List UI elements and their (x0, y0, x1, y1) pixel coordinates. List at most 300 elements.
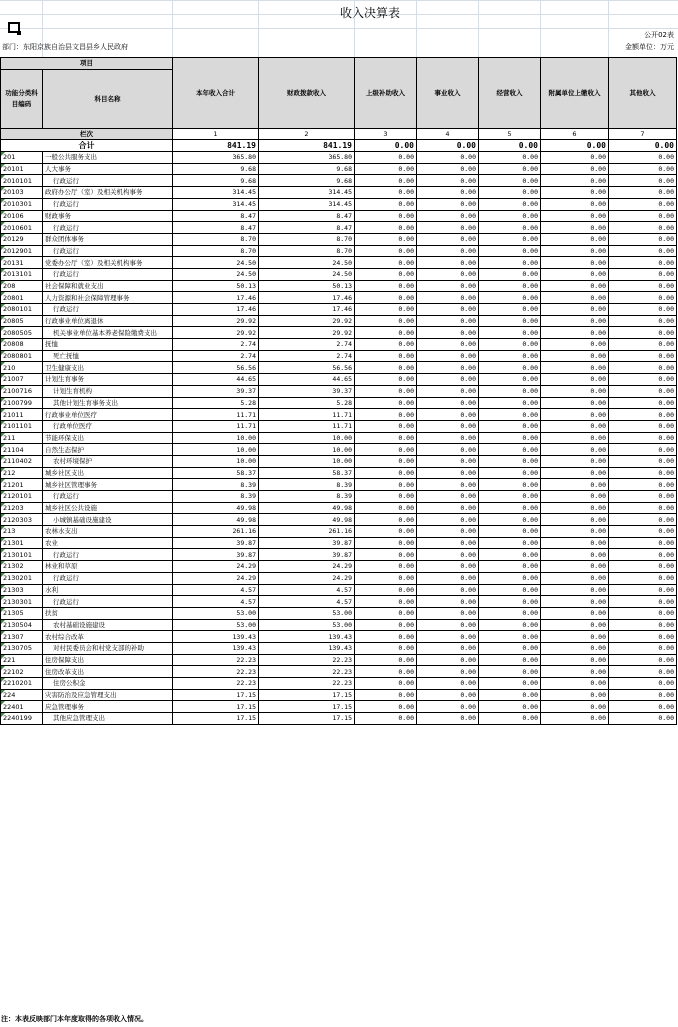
total-income-cell[interactable]: 53.00 (173, 607, 259, 619)
func-code-cell[interactable]: 2010301 (1, 198, 43, 210)
zero-cell[interactable]: 0.00 (479, 222, 541, 234)
table-row[interactable] (1, 467, 677, 479)
subject-name-cell[interactable]: 计划生育机构 (43, 385, 173, 397)
zero-cell[interactable]: 0.00 (417, 210, 479, 222)
zero-cell[interactable]: 0.00 (541, 678, 609, 690)
table-row[interactable] (1, 210, 677, 222)
fiscal-income-cell[interactable]: 10.00 (259, 455, 355, 467)
zero-cell[interactable]: 0.00 (355, 385, 417, 397)
zero-cell[interactable]: 0.00 (417, 713, 479, 725)
fiscal-income-cell[interactable]: 2.74 (259, 339, 355, 351)
func-code-cell[interactable]: 21203 (1, 502, 43, 514)
zero-cell[interactable]: 0.00 (609, 642, 677, 654)
zero-cell[interactable]: 0.00 (479, 233, 541, 245)
subject-name-cell[interactable]: 农村综合改革 (43, 631, 173, 643)
zero-cell[interactable]: 0.00 (479, 385, 541, 397)
table-row[interactable] (1, 163, 677, 175)
zero-cell[interactable]: 0.00 (541, 619, 609, 631)
func-code-cell[interactable]: 2130504 (1, 619, 43, 631)
table-row[interactable] (1, 280, 677, 292)
func-code-cell[interactable]: 2013101 (1, 268, 43, 280)
zero-cell[interactable]: 0.00 (355, 374, 417, 386)
zero-cell[interactable]: 0.00 (479, 175, 541, 187)
zero-cell[interactable]: 0.00 (479, 654, 541, 666)
zero-cell[interactable]: 0.00 (609, 432, 677, 444)
fiscal-income-cell[interactable]: 2.74 (259, 350, 355, 362)
zero-cell[interactable]: 0.00 (417, 549, 479, 561)
zero-cell[interactable]: 0.00 (355, 315, 417, 327)
total-value[interactable]: 841.19 (173, 140, 259, 152)
zero-cell[interactable]: 0.00 (479, 198, 541, 210)
zero-cell[interactable]: 0.00 (541, 304, 609, 316)
zero-cell[interactable]: 0.00 (609, 233, 677, 245)
total-income-cell[interactable]: 2.74 (173, 350, 259, 362)
zero-cell[interactable]: 0.00 (355, 175, 417, 187)
total-value[interactable]: 0.00 (609, 140, 677, 152)
func-code-cell[interactable]: 221 (1, 654, 43, 666)
zero-cell[interactable]: 0.00 (479, 257, 541, 269)
table-row[interactable] (1, 327, 677, 339)
fiscal-income-cell[interactable]: 17.46 (259, 292, 355, 304)
func-code-cell[interactable]: 22401 (1, 701, 43, 713)
zero-cell[interactable]: 0.00 (541, 561, 609, 573)
total-income-cell[interactable]: 17.15 (173, 689, 259, 701)
zero-cell[interactable]: 0.00 (355, 584, 417, 596)
total-income-cell[interactable]: 17.46 (173, 304, 259, 316)
zero-cell[interactable]: 0.00 (479, 467, 541, 479)
zero-cell[interactable]: 0.00 (479, 327, 541, 339)
table-row[interactable] (1, 631, 677, 643)
total-income-cell[interactable]: 17.15 (173, 701, 259, 713)
zero-cell[interactable]: 0.00 (479, 479, 541, 491)
fiscal-income-cell[interactable]: 56.56 (259, 362, 355, 374)
func-code-cell[interactable]: 2010101 (1, 175, 43, 187)
zero-cell[interactable]: 0.00 (479, 666, 541, 678)
fiscal-income-cell[interactable]: 261.16 (259, 526, 355, 538)
subject-name-cell[interactable]: 行政运行 (43, 222, 173, 234)
zero-cell[interactable]: 0.00 (355, 654, 417, 666)
zero-cell[interactable]: 0.00 (355, 280, 417, 292)
table-row[interactable] (1, 175, 677, 187)
zero-cell[interactable]: 0.00 (417, 701, 479, 713)
func-code-cell[interactable]: 211 (1, 432, 43, 444)
fiscal-income-cell[interactable]: 22.23 (259, 678, 355, 690)
zero-cell[interactable]: 0.00 (541, 245, 609, 257)
total-income-cell[interactable]: 2.74 (173, 339, 259, 351)
total-income-cell[interactable]: 10.00 (173, 455, 259, 467)
zero-cell[interactable]: 0.00 (609, 257, 677, 269)
zero-cell[interactable]: 0.00 (609, 222, 677, 234)
table-row[interactable] (1, 654, 677, 666)
total-income-cell[interactable]: 10.00 (173, 444, 259, 456)
zero-cell[interactable]: 0.00 (541, 432, 609, 444)
table-row[interactable] (1, 350, 677, 362)
zero-cell[interactable]: 0.00 (541, 420, 609, 432)
zero-cell[interactable]: 0.00 (417, 678, 479, 690)
zero-cell[interactable]: 0.00 (355, 362, 417, 374)
zero-cell[interactable]: 0.00 (479, 537, 541, 549)
zero-cell[interactable]: 0.00 (355, 292, 417, 304)
zero-cell[interactable]: 0.00 (541, 257, 609, 269)
zero-cell[interactable]: 0.00 (609, 152, 677, 164)
zero-cell[interactable]: 0.00 (541, 444, 609, 456)
fiscal-income-cell[interactable]: 314.45 (259, 187, 355, 199)
func-code-cell[interactable]: 2130705 (1, 642, 43, 654)
zero-cell[interactable]: 0.00 (417, 502, 479, 514)
table-row[interactable] (1, 187, 677, 199)
subject-name-cell[interactable]: 行政运行 (43, 268, 173, 280)
zero-cell[interactable]: 0.00 (417, 187, 479, 199)
zero-cell[interactable]: 0.00 (355, 152, 417, 164)
zero-cell[interactable]: 0.00 (609, 409, 677, 421)
zero-cell[interactable]: 0.00 (541, 689, 609, 701)
table-row[interactable] (1, 607, 677, 619)
zero-cell[interactable]: 0.00 (479, 304, 541, 316)
zero-cell[interactable]: 0.00 (417, 666, 479, 678)
func-code-cell[interactable]: 21305 (1, 607, 43, 619)
total-income-cell[interactable]: 5.28 (173, 397, 259, 409)
zero-cell[interactable]: 0.00 (541, 526, 609, 538)
zero-cell[interactable]: 0.00 (541, 631, 609, 643)
zero-cell[interactable]: 0.00 (541, 339, 609, 351)
zero-cell[interactable]: 0.00 (609, 666, 677, 678)
zero-cell[interactable]: 0.00 (417, 455, 479, 467)
table-row[interactable] (1, 502, 677, 514)
zero-cell[interactable]: 0.00 (417, 420, 479, 432)
zero-cell[interactable]: 0.00 (355, 514, 417, 526)
zero-cell[interactable]: 0.00 (355, 409, 417, 421)
zero-cell[interactable]: 0.00 (609, 444, 677, 456)
total-income-cell[interactable]: 29.92 (173, 327, 259, 339)
zero-cell[interactable]: 0.00 (355, 187, 417, 199)
zero-cell[interactable]: 0.00 (417, 607, 479, 619)
zero-cell[interactable]: 0.00 (541, 502, 609, 514)
zero-cell[interactable]: 0.00 (541, 607, 609, 619)
subject-name-cell[interactable]: 林业和草原 (43, 561, 173, 573)
subject-name-cell[interactable]: 社会保障和就业支出 (43, 280, 173, 292)
fiscal-income-cell[interactable]: 39.37 (259, 385, 355, 397)
zero-cell[interactable]: 0.00 (355, 233, 417, 245)
zero-cell[interactable]: 0.00 (609, 537, 677, 549)
func-code-cell[interactable]: 2130301 (1, 596, 43, 608)
table-row[interactable] (1, 292, 677, 304)
zero-cell[interactable]: 0.00 (417, 514, 479, 526)
zero-cell[interactable]: 0.00 (609, 198, 677, 210)
zero-cell[interactable]: 0.00 (609, 245, 677, 257)
func-code-cell[interactable]: 2100716 (1, 385, 43, 397)
zero-cell[interactable]: 0.00 (355, 327, 417, 339)
zero-cell[interactable]: 0.00 (609, 280, 677, 292)
total-income-cell[interactable]: 22.23 (173, 654, 259, 666)
zero-cell[interactable]: 0.00 (355, 642, 417, 654)
zero-cell[interactable]: 0.00 (541, 163, 609, 175)
zero-cell[interactable]: 0.00 (541, 479, 609, 491)
fiscal-income-cell[interactable]: 10.00 (259, 432, 355, 444)
fiscal-income-cell[interactable]: 8.47 (259, 222, 355, 234)
subject-name-cell[interactable]: 城乡社区管理事务 (43, 479, 173, 491)
fiscal-income-cell[interactable]: 8.70 (259, 233, 355, 245)
subject-name-cell[interactable]: 群众团体事务 (43, 233, 173, 245)
func-code-cell[interactable]: 2110402 (1, 455, 43, 467)
fiscal-income-cell[interactable]: 11.71 (259, 420, 355, 432)
zero-cell[interactable]: 0.00 (355, 198, 417, 210)
subject-name-cell[interactable]: 政府办公厅（室）及相关机构事务 (43, 187, 173, 199)
zero-cell[interactable]: 0.00 (479, 713, 541, 725)
zero-cell[interactable]: 0.00 (541, 292, 609, 304)
table-row[interactable] (1, 666, 677, 678)
zero-cell[interactable]: 0.00 (417, 596, 479, 608)
zero-cell[interactable]: 0.00 (541, 315, 609, 327)
subject-name-cell[interactable]: 行政单位医疗 (43, 420, 173, 432)
zero-cell[interactable]: 0.00 (609, 304, 677, 316)
fiscal-income-cell[interactable]: 8.39 (259, 479, 355, 491)
func-code-cell[interactable]: 2101101 (1, 420, 43, 432)
func-code-cell[interactable]: 2210201 (1, 678, 43, 690)
zero-cell[interactable]: 0.00 (609, 187, 677, 199)
total-income-cell[interactable]: 11.71 (173, 409, 259, 421)
zero-cell[interactable]: 0.00 (417, 362, 479, 374)
total-income-cell[interactable]: 24.50 (173, 268, 259, 280)
zero-cell[interactable]: 0.00 (541, 572, 609, 584)
zero-cell[interactable]: 0.00 (541, 280, 609, 292)
zero-cell[interactable]: 0.00 (609, 689, 677, 701)
total-income-cell[interactable]: 8.39 (173, 479, 259, 491)
zero-cell[interactable]: 0.00 (541, 514, 609, 526)
zero-cell[interactable]: 0.00 (355, 631, 417, 643)
fiscal-income-cell[interactable]: 9.68 (259, 175, 355, 187)
subject-name-cell[interactable]: 行政运行 (43, 304, 173, 316)
zero-cell[interactable]: 0.00 (609, 420, 677, 432)
table-row[interactable] (1, 432, 677, 444)
func-code-cell[interactable]: 20805 (1, 315, 43, 327)
total-value[interactable]: 841.19 (259, 140, 355, 152)
total-income-cell[interactable]: 39.87 (173, 537, 259, 549)
subject-name-cell[interactable]: 计划生育事务 (43, 374, 173, 386)
zero-cell[interactable]: 0.00 (417, 175, 479, 187)
total-income-cell[interactable]: 8.47 (173, 222, 259, 234)
zero-cell[interactable]: 0.00 (355, 163, 417, 175)
subject-name-cell[interactable]: 应急管理事务 (43, 701, 173, 713)
zero-cell[interactable]: 0.00 (417, 245, 479, 257)
zero-cell[interactable]: 0.00 (355, 502, 417, 514)
zero-cell[interactable]: 0.00 (355, 607, 417, 619)
zero-cell[interactable]: 0.00 (355, 268, 417, 280)
table-row[interactable] (1, 619, 677, 631)
zero-cell[interactable]: 0.00 (479, 444, 541, 456)
zero-cell[interactable]: 0.00 (479, 187, 541, 199)
zero-cell[interactable]: 0.00 (417, 233, 479, 245)
zero-cell[interactable]: 0.00 (541, 642, 609, 654)
zero-cell[interactable]: 0.00 (609, 502, 677, 514)
table-row[interactable] (1, 362, 677, 374)
subject-name-cell[interactable]: 行政事业单位医疗 (43, 409, 173, 421)
total-value[interactable]: 0.00 (417, 140, 479, 152)
table-row[interactable] (1, 385, 677, 397)
zero-cell[interactable]: 0.00 (609, 607, 677, 619)
fiscal-income-cell[interactable]: 49.98 (259, 502, 355, 514)
zero-cell[interactable]: 0.00 (541, 268, 609, 280)
func-code-cell[interactable]: 2240199 (1, 713, 43, 725)
zero-cell[interactable]: 0.00 (479, 210, 541, 222)
func-code-cell[interactable]: 2120303 (1, 514, 43, 526)
zero-cell[interactable]: 0.00 (541, 584, 609, 596)
subject-name-cell[interactable]: 人力资源和社会保障管理事务 (43, 292, 173, 304)
total-value[interactable]: 0.00 (355, 140, 417, 152)
zero-cell[interactable]: 0.00 (355, 245, 417, 257)
zero-cell[interactable]: 0.00 (609, 678, 677, 690)
fiscal-income-cell[interactable]: 8.39 (259, 491, 355, 503)
subject-name-cell[interactable]: 住房改革支出 (43, 666, 173, 678)
zero-cell[interactable]: 0.00 (417, 385, 479, 397)
total-income-cell[interactable]: 17.46 (173, 292, 259, 304)
zero-cell[interactable]: 0.00 (417, 479, 479, 491)
zero-cell[interactable]: 0.00 (479, 350, 541, 362)
func-code-cell[interactable]: 210 (1, 362, 43, 374)
zero-cell[interactable]: 0.00 (609, 175, 677, 187)
total-income-cell[interactable]: 24.29 (173, 561, 259, 573)
zero-cell[interactable]: 0.00 (479, 631, 541, 643)
zero-cell[interactable]: 0.00 (479, 268, 541, 280)
func-code-cell[interactable]: 21007 (1, 374, 43, 386)
total-income-cell[interactable]: 139.43 (173, 631, 259, 643)
table-row[interactable] (1, 222, 677, 234)
zero-cell[interactable]: 0.00 (355, 713, 417, 725)
total-income-cell[interactable]: 49.98 (173, 502, 259, 514)
fiscal-income-cell[interactable]: 10.00 (259, 444, 355, 456)
zero-cell[interactable]: 0.00 (609, 339, 677, 351)
zero-cell[interactable]: 0.00 (355, 467, 417, 479)
zero-cell[interactable]: 0.00 (479, 432, 541, 444)
zero-cell[interactable]: 0.00 (355, 257, 417, 269)
zero-cell[interactable]: 0.00 (541, 175, 609, 187)
zero-cell[interactable]: 0.00 (479, 701, 541, 713)
table-row[interactable] (1, 420, 677, 432)
total-income-cell[interactable]: 39.37 (173, 385, 259, 397)
total-income-cell[interactable]: 56.56 (173, 362, 259, 374)
subject-name-cell[interactable]: 卫生健康支出 (43, 362, 173, 374)
zero-cell[interactable]: 0.00 (417, 631, 479, 643)
subject-name-cell[interactable]: 小城镇基础设施建设 (43, 514, 173, 526)
fiscal-income-cell[interactable]: 17.46 (259, 304, 355, 316)
total-income-cell[interactable]: 8.39 (173, 491, 259, 503)
table-row[interactable] (1, 572, 677, 584)
fiscal-income-cell[interactable]: 4.57 (259, 584, 355, 596)
fiscal-income-cell[interactable]: 17.15 (259, 713, 355, 725)
zero-cell[interactable]: 0.00 (609, 713, 677, 725)
zero-cell[interactable]: 0.00 (609, 374, 677, 386)
table-row[interactable] (1, 537, 677, 549)
zero-cell[interactable]: 0.00 (479, 455, 541, 467)
fiscal-income-cell[interactable]: 11.71 (259, 409, 355, 421)
func-code-cell[interactable]: 20129 (1, 233, 43, 245)
zero-cell[interactable]: 0.00 (355, 304, 417, 316)
func-code-cell[interactable]: 21104 (1, 444, 43, 456)
zero-cell[interactable]: 0.00 (609, 491, 677, 503)
zero-cell[interactable]: 0.00 (355, 526, 417, 538)
total-income-cell[interactable]: 261.16 (173, 526, 259, 538)
zero-cell[interactable]: 0.00 (609, 163, 677, 175)
zero-cell[interactable]: 0.00 (541, 467, 609, 479)
zero-cell[interactable]: 0.00 (417, 339, 479, 351)
zero-cell[interactable]: 0.00 (355, 222, 417, 234)
subject-name-cell[interactable]: 其他计划生育事务支出 (43, 397, 173, 409)
zero-cell[interactable]: 0.00 (355, 537, 417, 549)
zero-cell[interactable]: 0.00 (479, 572, 541, 584)
subject-name-cell[interactable]: 行政运行 (43, 549, 173, 561)
subject-name-cell[interactable]: 行政运行 (43, 572, 173, 584)
total-income-cell[interactable]: 9.68 (173, 163, 259, 175)
fiscal-income-cell[interactable]: 24.50 (259, 268, 355, 280)
total-income-cell[interactable]: 314.45 (173, 198, 259, 210)
subject-name-cell[interactable]: 住房保障支出 (43, 654, 173, 666)
zero-cell[interactable]: 0.00 (541, 350, 609, 362)
zero-cell[interactable]: 0.00 (417, 409, 479, 421)
total-value[interactable]: 0.00 (541, 140, 609, 152)
subject-name-cell[interactable]: 城乡社区支出 (43, 467, 173, 479)
subject-name-cell[interactable]: 其他应急管理支出 (43, 713, 173, 725)
zero-cell[interactable]: 0.00 (417, 561, 479, 573)
zero-cell[interactable]: 0.00 (355, 596, 417, 608)
table-row[interactable] (1, 397, 677, 409)
zero-cell[interactable]: 0.00 (479, 420, 541, 432)
total-income-cell[interactable]: 50.13 (173, 280, 259, 292)
total-income-cell[interactable]: 11.71 (173, 420, 259, 432)
table-row[interactable] (1, 455, 677, 467)
zero-cell[interactable]: 0.00 (417, 619, 479, 631)
zero-cell[interactable]: 0.00 (479, 397, 541, 409)
subject-name-cell[interactable]: 节能环保支出 (43, 432, 173, 444)
zero-cell[interactable]: 0.00 (355, 479, 417, 491)
zero-cell[interactable]: 0.00 (355, 420, 417, 432)
zero-cell[interactable]: 0.00 (541, 409, 609, 421)
fiscal-income-cell[interactable]: 53.00 (259, 619, 355, 631)
zero-cell[interactable]: 0.00 (479, 561, 541, 573)
zero-cell[interactable]: 0.00 (417, 257, 479, 269)
fiscal-income-cell[interactable]: 8.70 (259, 245, 355, 257)
subject-name-cell[interactable]: 行政运行 (43, 245, 173, 257)
table-row[interactable] (1, 315, 677, 327)
table-row[interactable] (1, 444, 677, 456)
subject-name-cell[interactable]: 行政运行 (43, 491, 173, 503)
fiscal-income-cell[interactable]: 17.15 (259, 701, 355, 713)
zero-cell[interactable]: 0.00 (355, 549, 417, 561)
total-income-cell[interactable]: 39.87 (173, 549, 259, 561)
zero-cell[interactable]: 0.00 (479, 502, 541, 514)
zero-cell[interactable]: 0.00 (417, 222, 479, 234)
zero-cell[interactable]: 0.00 (541, 455, 609, 467)
subject-name-cell[interactable]: 机关事业单位基本养老保险缴费支出 (43, 327, 173, 339)
zero-cell[interactable]: 0.00 (417, 689, 479, 701)
fiscal-income-cell[interactable]: 29.92 (259, 315, 355, 327)
subject-name-cell[interactable]: 对村民委员会和村党支部的补助 (43, 642, 173, 654)
zero-cell[interactable]: 0.00 (609, 292, 677, 304)
func-code-cell[interactable]: 21303 (1, 584, 43, 596)
zero-cell[interactable]: 0.00 (417, 327, 479, 339)
zero-cell[interactable]: 0.00 (541, 233, 609, 245)
total-income-cell[interactable]: 4.57 (173, 596, 259, 608)
zero-cell[interactable]: 0.00 (417, 642, 479, 654)
subject-name-cell[interactable]: 死亡抚恤 (43, 350, 173, 362)
fiscal-income-cell[interactable]: 8.47 (259, 210, 355, 222)
total-income-cell[interactable]: 8.70 (173, 245, 259, 257)
table-row[interactable] (1, 689, 677, 701)
zero-cell[interactable]: 0.00 (355, 701, 417, 713)
total-income-cell[interactable]: 314.45 (173, 187, 259, 199)
zero-cell[interactable]: 0.00 (541, 701, 609, 713)
func-code-cell[interactable]: 21201 (1, 479, 43, 491)
total-income-cell[interactable]: 49.98 (173, 514, 259, 526)
zero-cell[interactable]: 0.00 (609, 455, 677, 467)
